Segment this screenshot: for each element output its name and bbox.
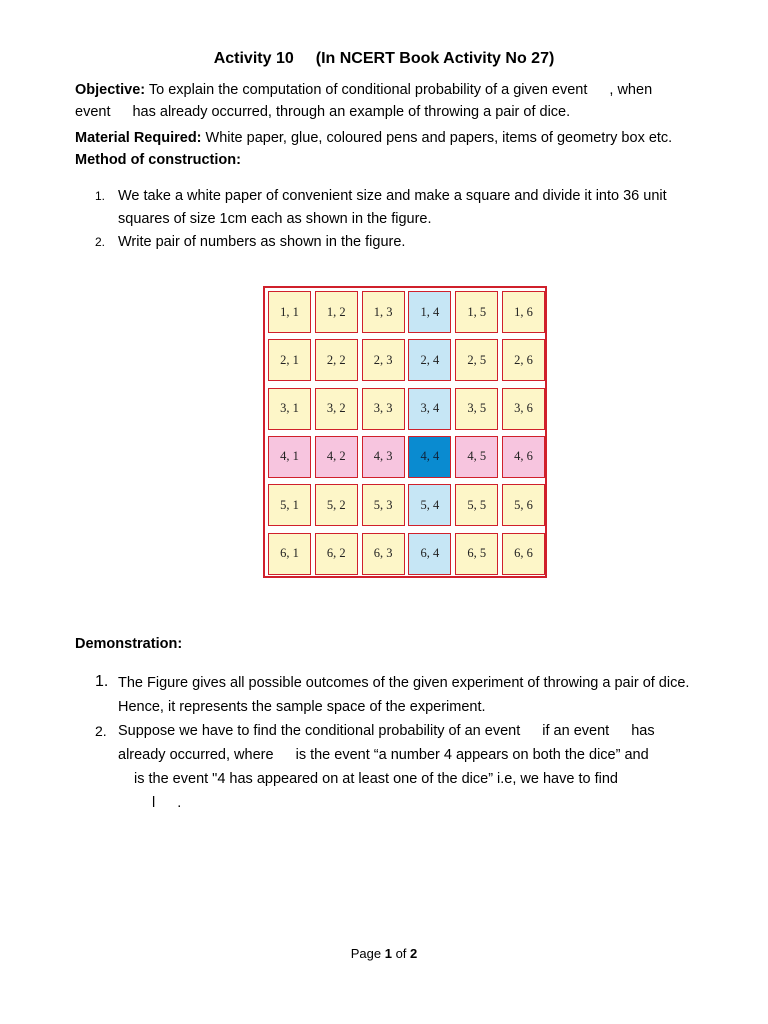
grid-cell-3-5: 3, 5 <box>455 388 498 430</box>
list-item-number: 1. <box>95 189 106 203</box>
list-item-text: if an event <box>542 723 610 739</box>
formula-fragment: l <box>152 795 156 811</box>
material-paragraph <box>75 127 705 149</box>
activity-number: Activity 10 <box>213 50 294 67</box>
list-item-text: already occurred, where <box>118 747 274 763</box>
list-item <box>95 719 695 815</box>
grid-cell-4-6: 4, 6 <box>502 436 545 478</box>
grid-cell-3-4: 3, 4 <box>408 388 451 430</box>
material-label: Material Required: <box>75 130 202 146</box>
objective-text-1-tail: , when <box>609 82 653 98</box>
grid-cell-2-6: 2, 6 <box>502 339 545 381</box>
grid-cell-5-1: 5, 1 <box>268 484 311 526</box>
grid-cell-2-4: 2, 4 <box>408 339 451 381</box>
grid-cell-4-2: 4, 2 <box>315 436 358 478</box>
list-item-number: 2. <box>95 723 107 739</box>
objective-text-2-head: event <box>75 104 111 120</box>
grid-cell-1-4: 1, 4 <box>408 291 451 333</box>
grid-cell-3-3: 3, 3 <box>362 388 405 430</box>
grid-cell-5-4: 5, 4 <box>408 484 451 526</box>
demonstration-heading: Demonstration: <box>75 636 183 652</box>
grid-cell-3-6: 3, 6 <box>502 388 545 430</box>
grid-cell-6-2: 6, 2 <box>315 533 358 575</box>
demonstration-steps-list <box>95 671 695 815</box>
list-item-number: 2. <box>95 235 106 249</box>
method-heading: Method of construction: <box>75 152 241 168</box>
dice-outcome-grid <box>263 286 547 578</box>
material-text: White paper, glue, coloured pens and papers, items of geometry box etc. <box>205 130 673 146</box>
list-item-text: The Figure gives all possible outcomes of the given experiment of throwing a pair of dice. Hence, it represents the sample space of the experiment. <box>118 675 690 715</box>
grid-cell-6-6: 6, 6 <box>502 533 545 575</box>
grid-cell-3-1: 3, 1 <box>268 388 311 430</box>
grid-cell-2-2: 2, 2 <box>315 339 358 381</box>
list-item-text: Write pair of numbers as shown in the figure. <box>118 234 406 250</box>
grid-cell-4-1: 4, 1 <box>268 436 311 478</box>
list-item <box>95 185 695 231</box>
grid-cell-1-5: 1, 5 <box>455 291 498 333</box>
grid-cell-5-3: 5, 3 <box>362 484 405 526</box>
grid-cell-4-5: 4, 5 <box>455 436 498 478</box>
grid-cell-1-6: 1, 6 <box>502 291 545 333</box>
objective-label: Objective: <box>75 82 146 98</box>
grid-cell-4-4: 4, 4 <box>408 436 451 478</box>
list-item-text: has <box>631 723 655 739</box>
page-footer <box>0 946 768 961</box>
grid-cell-4-3: 4, 3 <box>362 436 405 478</box>
list-item-text: is the event “a number 4 appears on both the dice” and <box>295 747 649 763</box>
list-item-text: Suppose we have to find the conditional probability of an event <box>118 723 521 739</box>
objective-text-2: has already occurred, through an example of throwing a pair of dice. <box>132 104 571 120</box>
grid-cell-2-1: 2, 1 <box>268 339 311 381</box>
formula-period: . <box>177 795 182 811</box>
grid-cell-1-2: 1, 2 <box>315 291 358 333</box>
grid-cell-3-2: 3, 2 <box>315 388 358 430</box>
grid-cell-5-6: 5, 6 <box>502 484 545 526</box>
page-of: of <box>395 946 407 961</box>
grid-cell-2-5: 2, 5 <box>455 339 498 381</box>
grid-cell-2-3: 2, 3 <box>362 339 405 381</box>
list-item <box>95 671 695 719</box>
grid-cell-6-4: 6, 4 <box>408 533 451 575</box>
list-item-text: is the event "4 has appeared on at least one of the dice” i.e, we have to find <box>134 771 618 787</box>
grid-cell-6-5: 6, 5 <box>455 533 498 575</box>
grid-cell-5-5: 5, 5 <box>455 484 498 526</box>
list-item <box>95 231 695 254</box>
page-title <box>0 50 768 68</box>
method-steps-list <box>95 185 695 254</box>
grid-cell-5-2: 5, 2 <box>315 484 358 526</box>
page-current: 1 <box>384 946 392 961</box>
grid-cell-6-3: 6, 3 <box>362 533 405 575</box>
activity-reference: (In NCERT Book Activity No 27) <box>315 50 555 67</box>
grid-cell-6-1: 6, 1 <box>268 533 311 575</box>
page-label: Page <box>350 946 382 961</box>
page-total: 2 <box>410 946 418 961</box>
grid-cell-1-3: 1, 3 <box>362 291 405 333</box>
list-item-text: We take a white paper of convenient size and make a square and divide it into 36 unit squares of size 1cm each as shown in the figure. <box>118 188 667 227</box>
objective-paragraph <box>75 79 705 123</box>
objective-text-1: To explain the computation of conditional probability of a given event <box>148 82 588 98</box>
grid-cell-1-1: 1, 1 <box>268 291 311 333</box>
list-item-number: 1. <box>95 673 109 690</box>
